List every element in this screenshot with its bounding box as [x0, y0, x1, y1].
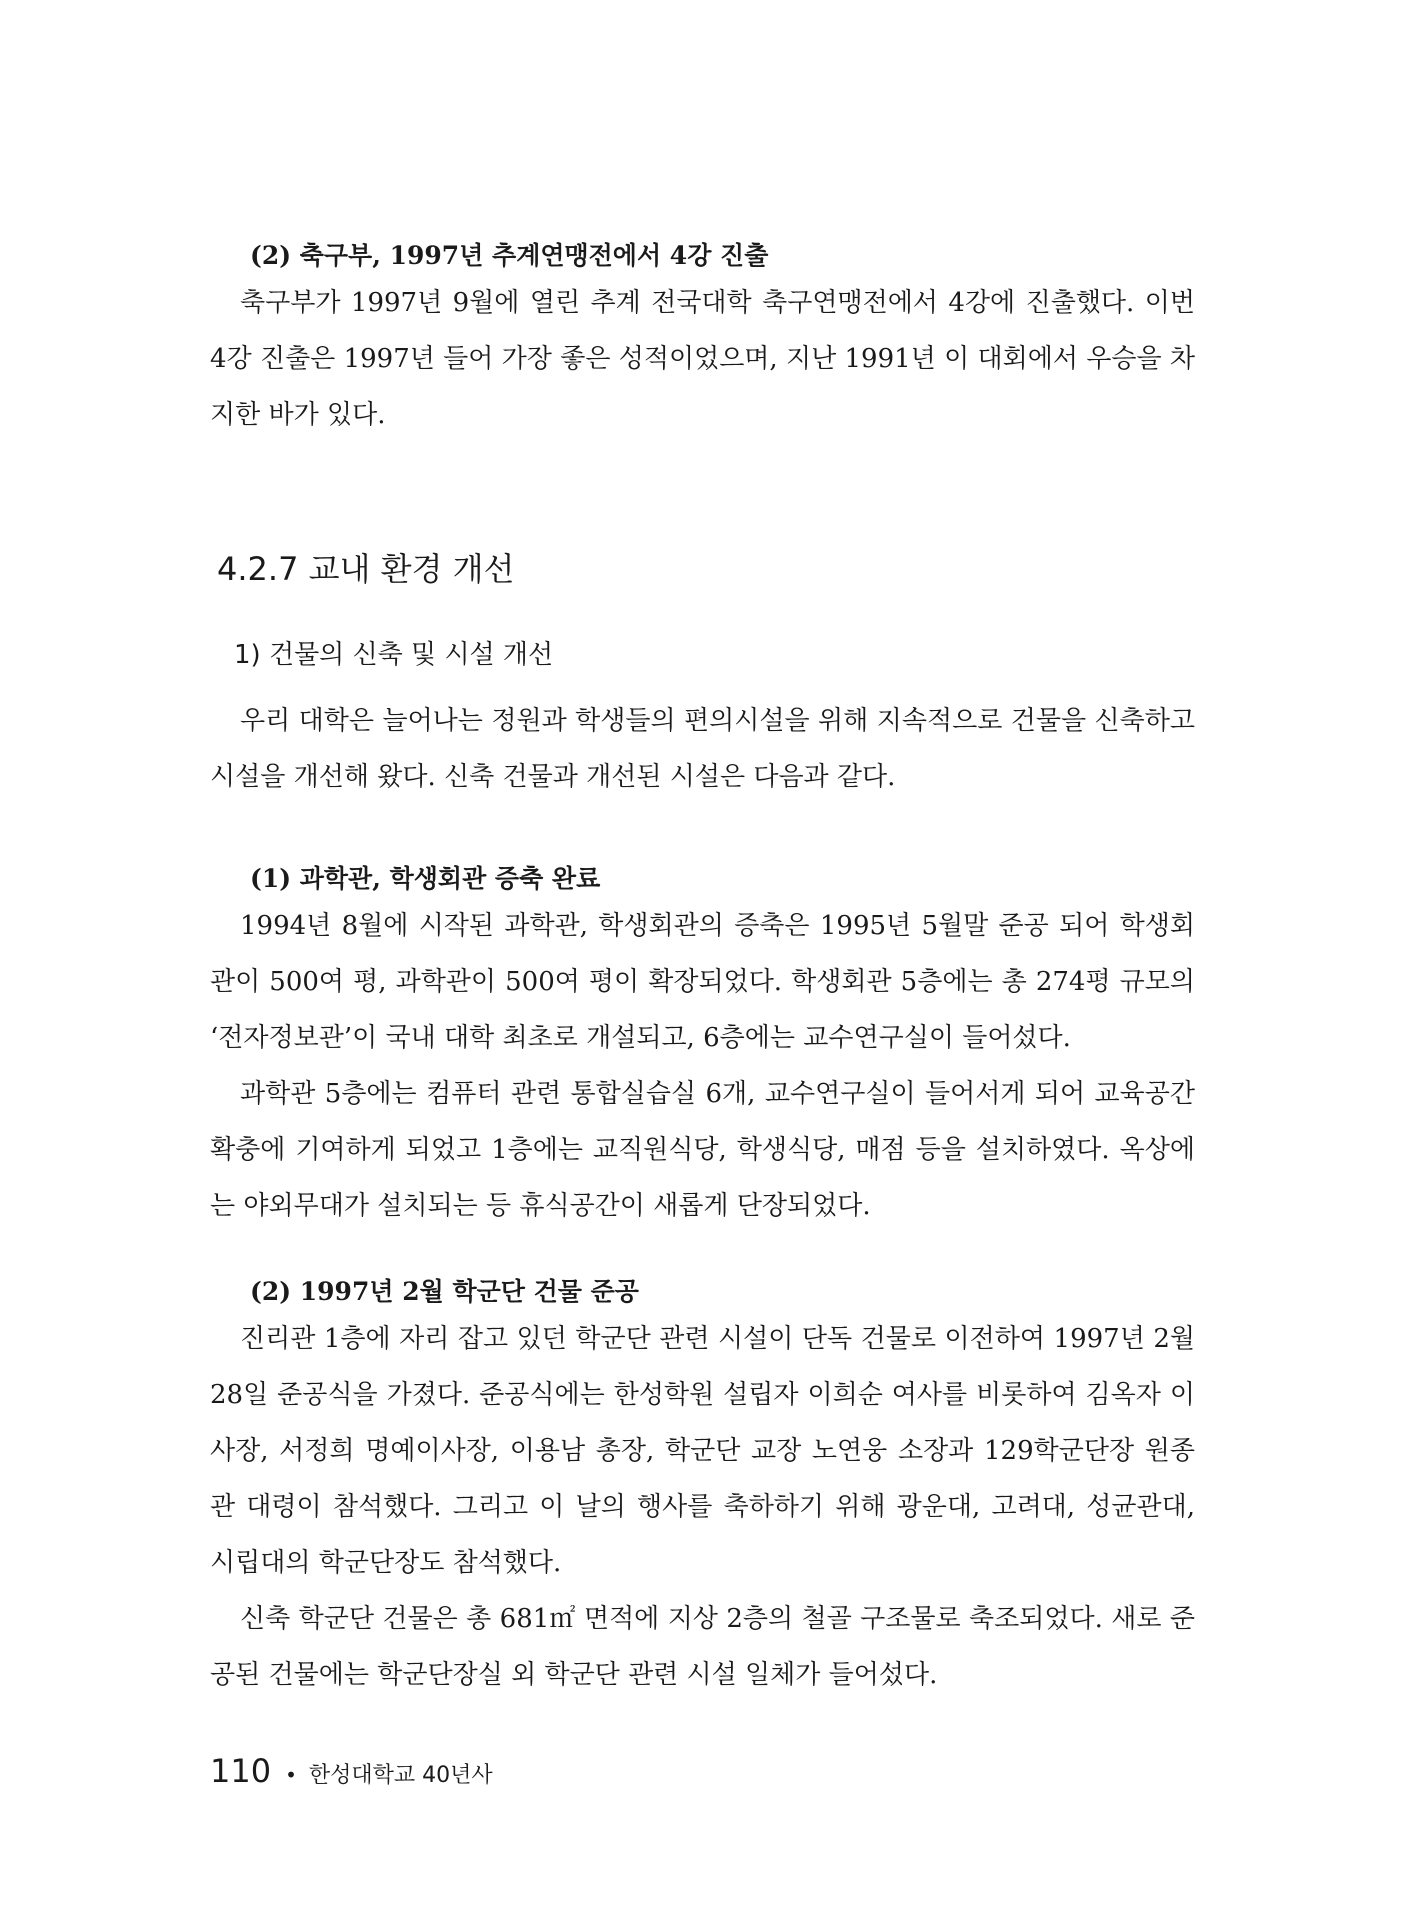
soccer-paragraph: 축구부가 1997년 9월에 열린 추계 전국대학 축구연맹전에서 4강에 진출했다. 이번 4강 진출은 1997년 들어 가장 좋은 성적이었으며, 지난 1991년 이 대회에서 우승을 차지한 바가 있다.	[210, 288, 1195, 430]
section-title: 4.2.7 교내 환경 개선	[217, 550, 515, 588]
rotc-paragraph-2: 신축 학군단 건물은 총 681㎡ 면적에 지상 2층의 철골 구조물로 축조되었다. 새로 준공된 건물에는 학군단장실 외 학군단 관련 시설 일체가 들어섰다.	[210, 1604, 1195, 1690]
page-footer	[210, 1752, 493, 1790]
science-paragraph-2: 과학관 5층에는 컴퓨터 관련 통합실습실 6개, 교수연구실이 들어서게 되어 교육공간 확충에 기여하게 되었고 1층에는 교직원식당, 학생식당, 매점 등을 설치하였다. 옥상에는 야외무대가 설치되는 등 휴식공간이 새롭게 단장되었다.	[210, 1079, 1195, 1221]
book-title: 한성대학교 40년사	[308, 1763, 493, 1788]
science-heading: (1) 과학관, 학생회관 증축 완료	[250, 864, 601, 893]
page-number: 110	[210, 1752, 272, 1790]
subsection-intro-paragraph: 우리 대학은 늘어나는 정원과 학생들의 편의시설을 위해 지속적으로 건물을 신축하고 시설을 개선해 왔다. 신축 건물과 개선된 시설은 다음과 같다.	[210, 706, 1195, 792]
footer-bullet: •	[285, 1763, 297, 1787]
science-paragraph-1: 1994년 8월에 시작된 과학관, 학생회관의 증축은 1995년 5월말 준공 되어 학생회관이 500여 평, 과학관이 500여 평이 확장되었다. 학생회관 5층에는 총 274평 규모의 ‘전자정보관’이 국내 대학 최초로 개설되고, 6층에는 교수연구실이 들어섰다.	[210, 911, 1195, 1053]
subsection-title: 1) 건물의 신축 및 시설 개선	[234, 640, 554, 670]
rotc-heading: (2) 1997년 2월 학군단 건물 준공	[250, 1277, 639, 1306]
rotc-paragraph-1: 진리관 1층에 자리 잡고 있던 학군단 관련 시설이 단독 건물로 이전하여 1997년 2월 28일 준공식을 가졌다. 준공식에는 한성학원 설립자 이희순 여사를 비롯하여 김옥자 이사장, 서정희 명예이사장, 이용남 총장, 학군단 교장 노연웅 소장과 129학군단장 원종관 대령이 참석했다. 그리고 이 날의 행사를 축하하기 위해 광운대, 고려대, 성균관대, 시립대의 학군단장도 참석했다.	[210, 1324, 1195, 1578]
soccer-heading: (2) 축구부, 1997년 추계연맹전에서 4강 진출	[250, 241, 769, 270]
document-page	[210, 0, 1195, 1920]
